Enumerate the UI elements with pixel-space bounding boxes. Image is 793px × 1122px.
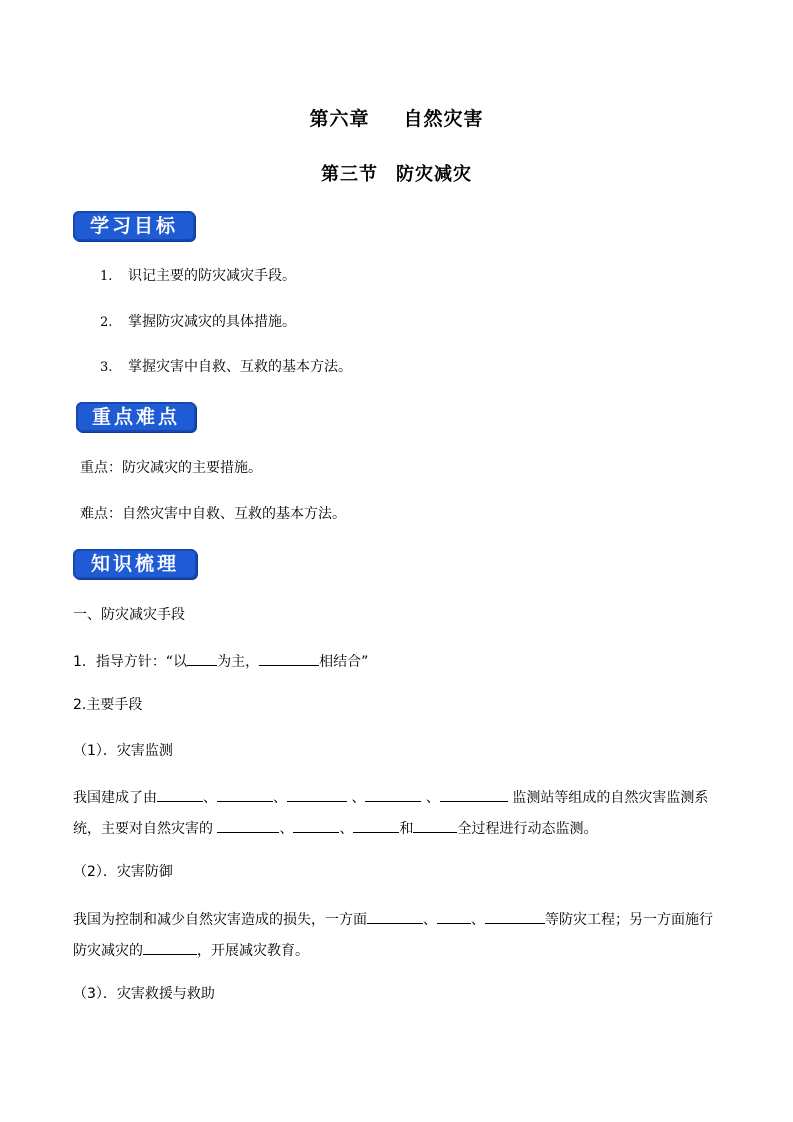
objective-text: 掌握灾害中自救、互救的基本方法。 <box>128 359 352 375</box>
chapter-heading <box>0 104 793 131</box>
separator: 、 <box>339 821 354 837</box>
guideline-suffix: 相结合” <box>319 654 369 670</box>
monitoring-text: 全过程进行动态监测。 <box>457 821 598 837</box>
objective-item <box>100 312 296 333</box>
main-means-title: 2.主要手段 <box>73 697 143 713</box>
fill-blank[interactable] <box>143 939 197 955</box>
chapter-number: 第六章 <box>309 108 370 130</box>
separator: 、 <box>423 912 437 928</box>
sub-three-title: （3）．灾害救援与救助 <box>73 986 215 1002</box>
objective-text: 掌握防灾减灾的具体措施。 <box>128 314 296 330</box>
objective-item <box>100 266 296 287</box>
fill-blank[interactable] <box>365 786 421 802</box>
defense-text: 等防灾工程；另一方面施行 <box>545 912 713 928</box>
sub-one-title: （1）．灾害监测 <box>73 743 173 759</box>
monitoring-line-1 <box>73 786 708 808</box>
defense-line-1 <box>73 908 713 930</box>
fill-blank[interactable] <box>287 786 347 802</box>
separator: 、 <box>279 821 294 837</box>
fill-blank[interactable] <box>437 908 471 924</box>
monitoring-text: 监测站等组成的自然灾害监测系 <box>512 790 709 806</box>
fill-blank[interactable] <box>259 650 319 666</box>
defense-text: ，开展减灾教育。 <box>197 943 309 959</box>
key-points-badge: 重点难点 <box>76 402 196 432</box>
fill-blank[interactable] <box>440 786 508 802</box>
objective-number: 2. <box>100 315 113 330</box>
guideline-prefix: 1．指导方针：“以 <box>73 654 188 670</box>
fill-blank[interactable] <box>367 908 423 924</box>
fill-blank[interactable] <box>485 908 545 924</box>
fill-blank[interactable] <box>413 817 457 833</box>
objective-item <box>100 357 352 378</box>
objectives-badge: 学习目标 <box>73 211 195 241</box>
separator: 、 <box>203 790 217 806</box>
knowledge-badge: 知识梳理 <box>73 549 197 579</box>
defense-text: 我国为控制和减少自然灾害造成的损失，一方面 <box>73 912 367 928</box>
monitoring-line-2 <box>73 817 597 839</box>
monitoring-text: 和 <box>399 821 414 837</box>
defense-text: 防灾减灾的 <box>73 943 143 959</box>
monitoring-text: 统，主要对自然灾害的 <box>73 821 213 837</box>
section-heading <box>0 160 793 186</box>
fill-blank[interactable] <box>353 817 399 833</box>
section-number: 第三节 <box>321 164 378 185</box>
difficulty-point: 难点：自然灾害中自救、互救的基本方法。 <box>80 506 346 522</box>
separator: 、 <box>471 912 485 928</box>
guideline-mid: 为主， <box>217 654 260 670</box>
chapter-title: 自然灾害 <box>403 108 484 130</box>
objective-text: 识记主要的防灾减灾手段。 <box>128 268 296 284</box>
focus-point: 重点：防灾减灾的主要措施。 <box>80 460 262 476</box>
separator: 、 <box>273 790 287 806</box>
section-title: 防灾减灾 <box>396 164 472 185</box>
section-one-title: 一、防灾减灾手段 <box>73 607 185 623</box>
objective-number: 1. <box>100 269 113 284</box>
fill-blank[interactable] <box>187 650 217 666</box>
separator: 、 <box>351 790 366 806</box>
defense-line-2 <box>73 939 309 961</box>
fill-blank[interactable] <box>293 817 339 833</box>
objective-number: 3. <box>100 360 113 375</box>
sub-two-title: （2）．灾害防御 <box>73 864 173 880</box>
fill-blank[interactable] <box>217 786 273 802</box>
monitoring-text: 我国建成了由 <box>73 790 157 806</box>
guideline-line <box>73 650 368 672</box>
fill-blank[interactable] <box>157 786 203 802</box>
separator: 、 <box>425 790 440 806</box>
fill-blank[interactable] <box>217 817 279 833</box>
